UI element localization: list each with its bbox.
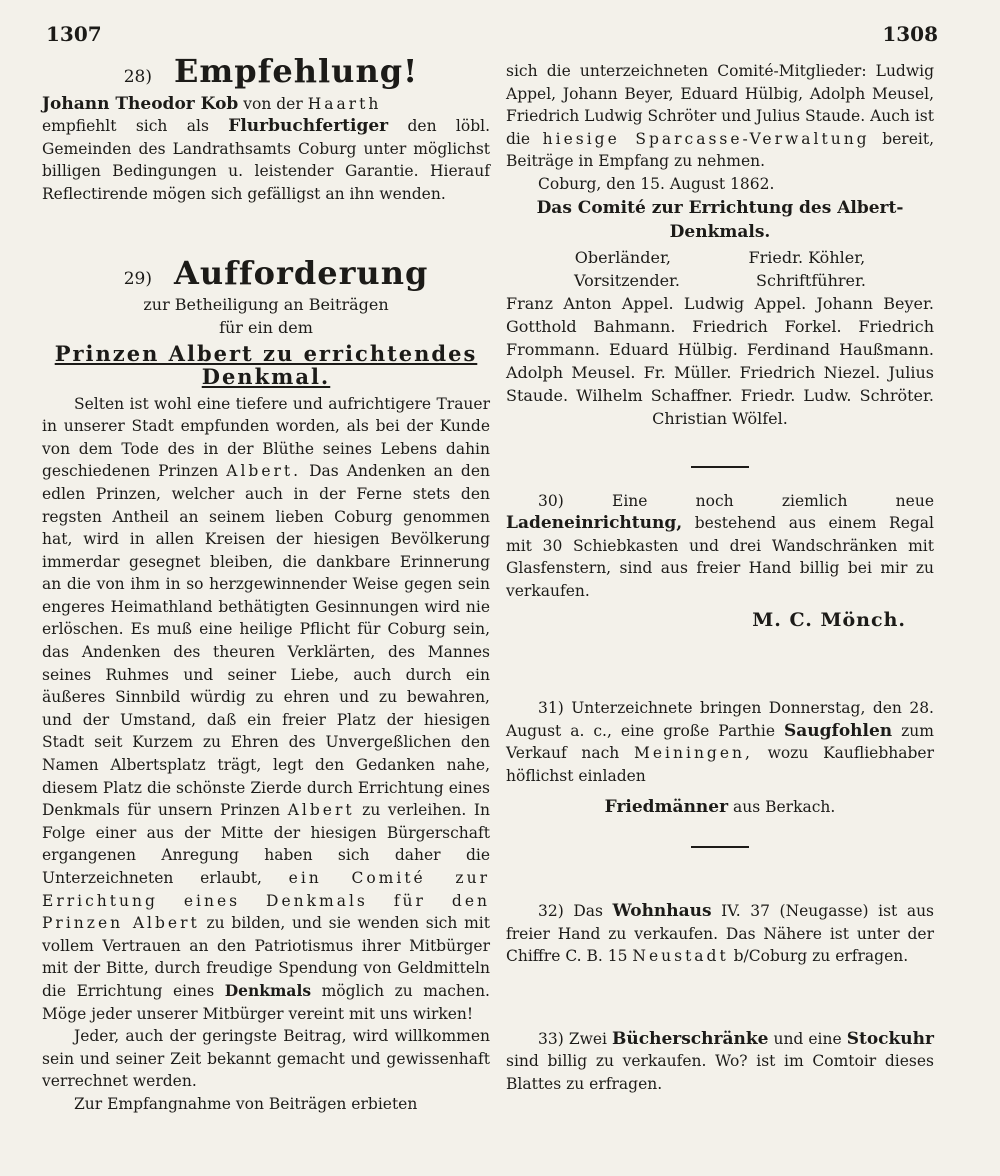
committee-members: Franz Anton Appel. Ludwig Appel. Johann Beyer. Gotthold Bahmann. Friedrich Forkel. Friedrich Frommann. Eduard Hülbig. Ferdinand Haußmann. Adolph Meusel. Fr. Müller. Friedrich Niezel. Julius Staude. Wilhelm Schaffner. Friedr. Ludw. Schröter. Christian Wölfel. (506, 293, 934, 428)
ad-30-body: 30) Eine noch ziemlich neue Ladeneinrichtung, bestehend aus einem Regal mit 30 Schiebkasten und drei Wandschränken mit Glasfenstern, sind aus freier Hand billig bei mir zu verkaufen. (506, 491, 934, 600)
separator-rule (691, 846, 749, 848)
ad-29-body: Selten ist wohl eine tiefere und aufrichtigere Trauer in unserer Stadt empfunden worden, als bei der Kunde von dem Tode des in der Blüthe seines Lebens dahin geschiedenen Prinzen Albert. Das Andenken an den edlen Prinzen, welcher auch in der Ferne stets den regsten Antheil an seinem lieben Coburg genommen hat, wird in allen Kreisen der hiesigen Bevölkerung immerdar gesegnet bleiben, die dankbare Erinnerung an die von ihm in so herzgewinnender Weise gegen sein engeres Heimathland bethätigten Gesinnungen wird nie erlöschen. Es muß eine heilige Pflicht für Coburg sein, das Andenken des theuren Verklärten, des Mannes seines Ruhmes und seiner Liebe, auch durch ein äußeres Sinnbild würdig zu ehren und zu bewahren, und der Umstand, daß ein freier Platz der hiesigen Stadt seit Kurzem zu Ehren des Unvergeßlichen den Namen Albertsplatz trägt, legt den Gedanken nahe, diesem Platz die schönste Zierde durch Errichtung eines Denkmals für unsern Prinzen Albert zu verleihen. In Folge einer aus der Mitte der hiesigen Bürgerschaft ergangenen Anregung haben sich daher die Unterzeichneten erlaubt, ein Comité zur Errichtung eines Denkmals für den Prinzen Albert zu bilden, und sie wenden sich mit vollem Vertrauen an den Patriotismus ihrer Mitbürger mit der Bitte, durch freudige Spendung von Geldmitteln die Errichtung eines Denkmals möglich zu machen. Möge jeder unserer Mitbürger vereint mit uns wirken! (42, 394, 490, 1023)
ad-number: 28) (123, 67, 152, 87)
profession: Flurbuchfertiger (228, 116, 389, 137)
ad-32-body: 32) Das Wohnhaus IV. 37 (Neugasse) ist aus freier Hand zu verkaufen. Das Nähere ist unter der Chiffre C. B. 15 Neustadt b/Coburg zu erfragen. (506, 901, 935, 966)
ad-29-heading (42, 253, 490, 292)
committee-signatures: Oberländer, Friedr. Köhler, Vorsitzender. Schriftführer. Franz Anton Appel. Ludwig Appel. Johann Beyer. Gotthold Bahmann. Friedrich Forkel. Friedrich Frommann. Eduard Hülbig. Ferdinand Haußmann. Adolph Meusel. Fr. Müller. Friedrich Niezel. Julius Staude. Wilhelm Schaffner. Friedr. Ludw. Schröter. Christian Wölfel. (506, 247, 934, 428)
page-number-right: 1308 (882, 22, 938, 46)
ad-29-continuation: sich die unterzeichneten Comité-Mitglieder: Ludwig Appel, Johann Beyer, Eduard Hülbig, Adolph Meusel, Friedrich Ludwig Schröter und Julius Staude. Auch ist die hiesige Sparcasse-Verwaltung bereit, Beiträge in Empfang zu nehmen. (506, 62, 934, 171)
page-number-left: 1307 (46, 22, 102, 46)
ad-number: 29) (123, 268, 152, 289)
left-column: 28) Empfehlung! Johann Theodor Kob von der Haarth empfiehlt sich als Flurbuchfertiger den löbl. Gemeinden des Landrathsamts Coburg unter möglichst billigen Bedingungen u. leistender Garantie. Hierauf Reflectirende mögen sich gefälligst an ihn wenden. 29) Aufforderung zur Betheiligung an Beiträgen für ein dem Prinzen Albert zu errichtendes Denkmal. Selten ist wohl eine tiefere und aufrichtigere Trauer in unserer Stadt empfunden worden, als bei der Kunde von dem Tode des in der Blüthe seines Lebens dahin geschiedenen Prinzen Albert. Das Andenken an den edlen Prinzen, welcher auch in der Ferne stets den regsten Antheil an seinem lieben Coburg genommen hat, wird in allen Kreisen der hiesigen Bevölkerung immerdar gesegnet bleiben, die dankbare Erinnerung an die von ihm in so herzgewinnender Weise gegen sein engeres Heimathland bethätigten Gesinnungen wird nie erlöschen. Es muß eine heilige Pflicht für Coburg sein, das Andenken des theuren Verklärten, des Mannes seines Ruhmes und seiner Liebe, auch durch ein äußeres Sinnbild würdig zu ehren und zu bewahren, und der Umstand, daß ein freier Platz der hiesigen Stadt seit Kurzem zu Ehren des Unvergeßlichen den Namen Albertsplatz trägt, legt den Gedanken nahe, diesem Platz die schönste Zierde durch Errichtung eines Denkmals für unsern Prinzen Albert zu verleihen. In Folge einer aus der Mitte der hiesigen Bürgerschaft ergangenen Anregung haben sich daher die Unterzeichneten erlaubt, ein Comité zur Errichtung eines Denkmals für den Prinzen Albert zu bilden, und sie wenden sich mit vollem Vertrauen an den Patriotismus ihrer Mitbürger mit der Bitte, durch freudige Spendung von Geldmitteln die Errichtung eines Denkmals möglich zu machen. Möge jeder unserer Mitbürger vereint mit uns wirken! Jeder, auch der geringste Beitrag, wird willkommen sein und seiner Zeit bekannt gemacht und gewissenhaft verrechnet werden. Zur Empfangnahme von Beiträgen erbieten (42, 52, 491, 1113)
ad-31-signature: Friedmänner aus Berkach. (604, 796, 836, 817)
ad-28-body: Johann Theodor Kob von der Haarth empfiehlt sich als Flurbuchfertiger den löbl. Gemeinden des Landrathsamts Coburg unter möglichst billigen Bedingungen u. leistender Garantie. Hierauf Reflectirende mögen sich gefälligst an ihn wenden. (42, 93, 491, 203)
ad-title: Empfehlung! (174, 52, 419, 90)
ad-30-signature: M. C. Mönch. (752, 608, 906, 631)
advertiser-name: Johann Theodor Kob (42, 93, 239, 114)
ad-33-body: 33) Zwei Bücherschränke und eine Stockuhr sind billig zu verkaufen. Wo? ist im Comtoir dieses Blattes zu erfragen. (506, 1028, 934, 1094)
committee-name: Das Comité zur Errichtung des Albert-Denkmals. (536, 197, 904, 242)
ad-29-subject: Prinzen Albert zu errichtendes Denkmal. (54, 341, 478, 389)
ad-title: Aufforderung (174, 253, 429, 292)
ad-28-heading (42, 52, 490, 90)
right-column (506, 60, 934, 1096)
ad-31-body: 31) Unterzeichnete bringen Donnerstag, den 28. August a. c., eine große Parthie Saugfohlen zum Verkauf nach Meiningen, wozu Kaufliebhaber höflichst einladen (506, 699, 934, 785)
separator-rule (691, 466, 749, 468)
ad-29-date: Coburg, den 15. August 1862. (538, 174, 775, 193)
